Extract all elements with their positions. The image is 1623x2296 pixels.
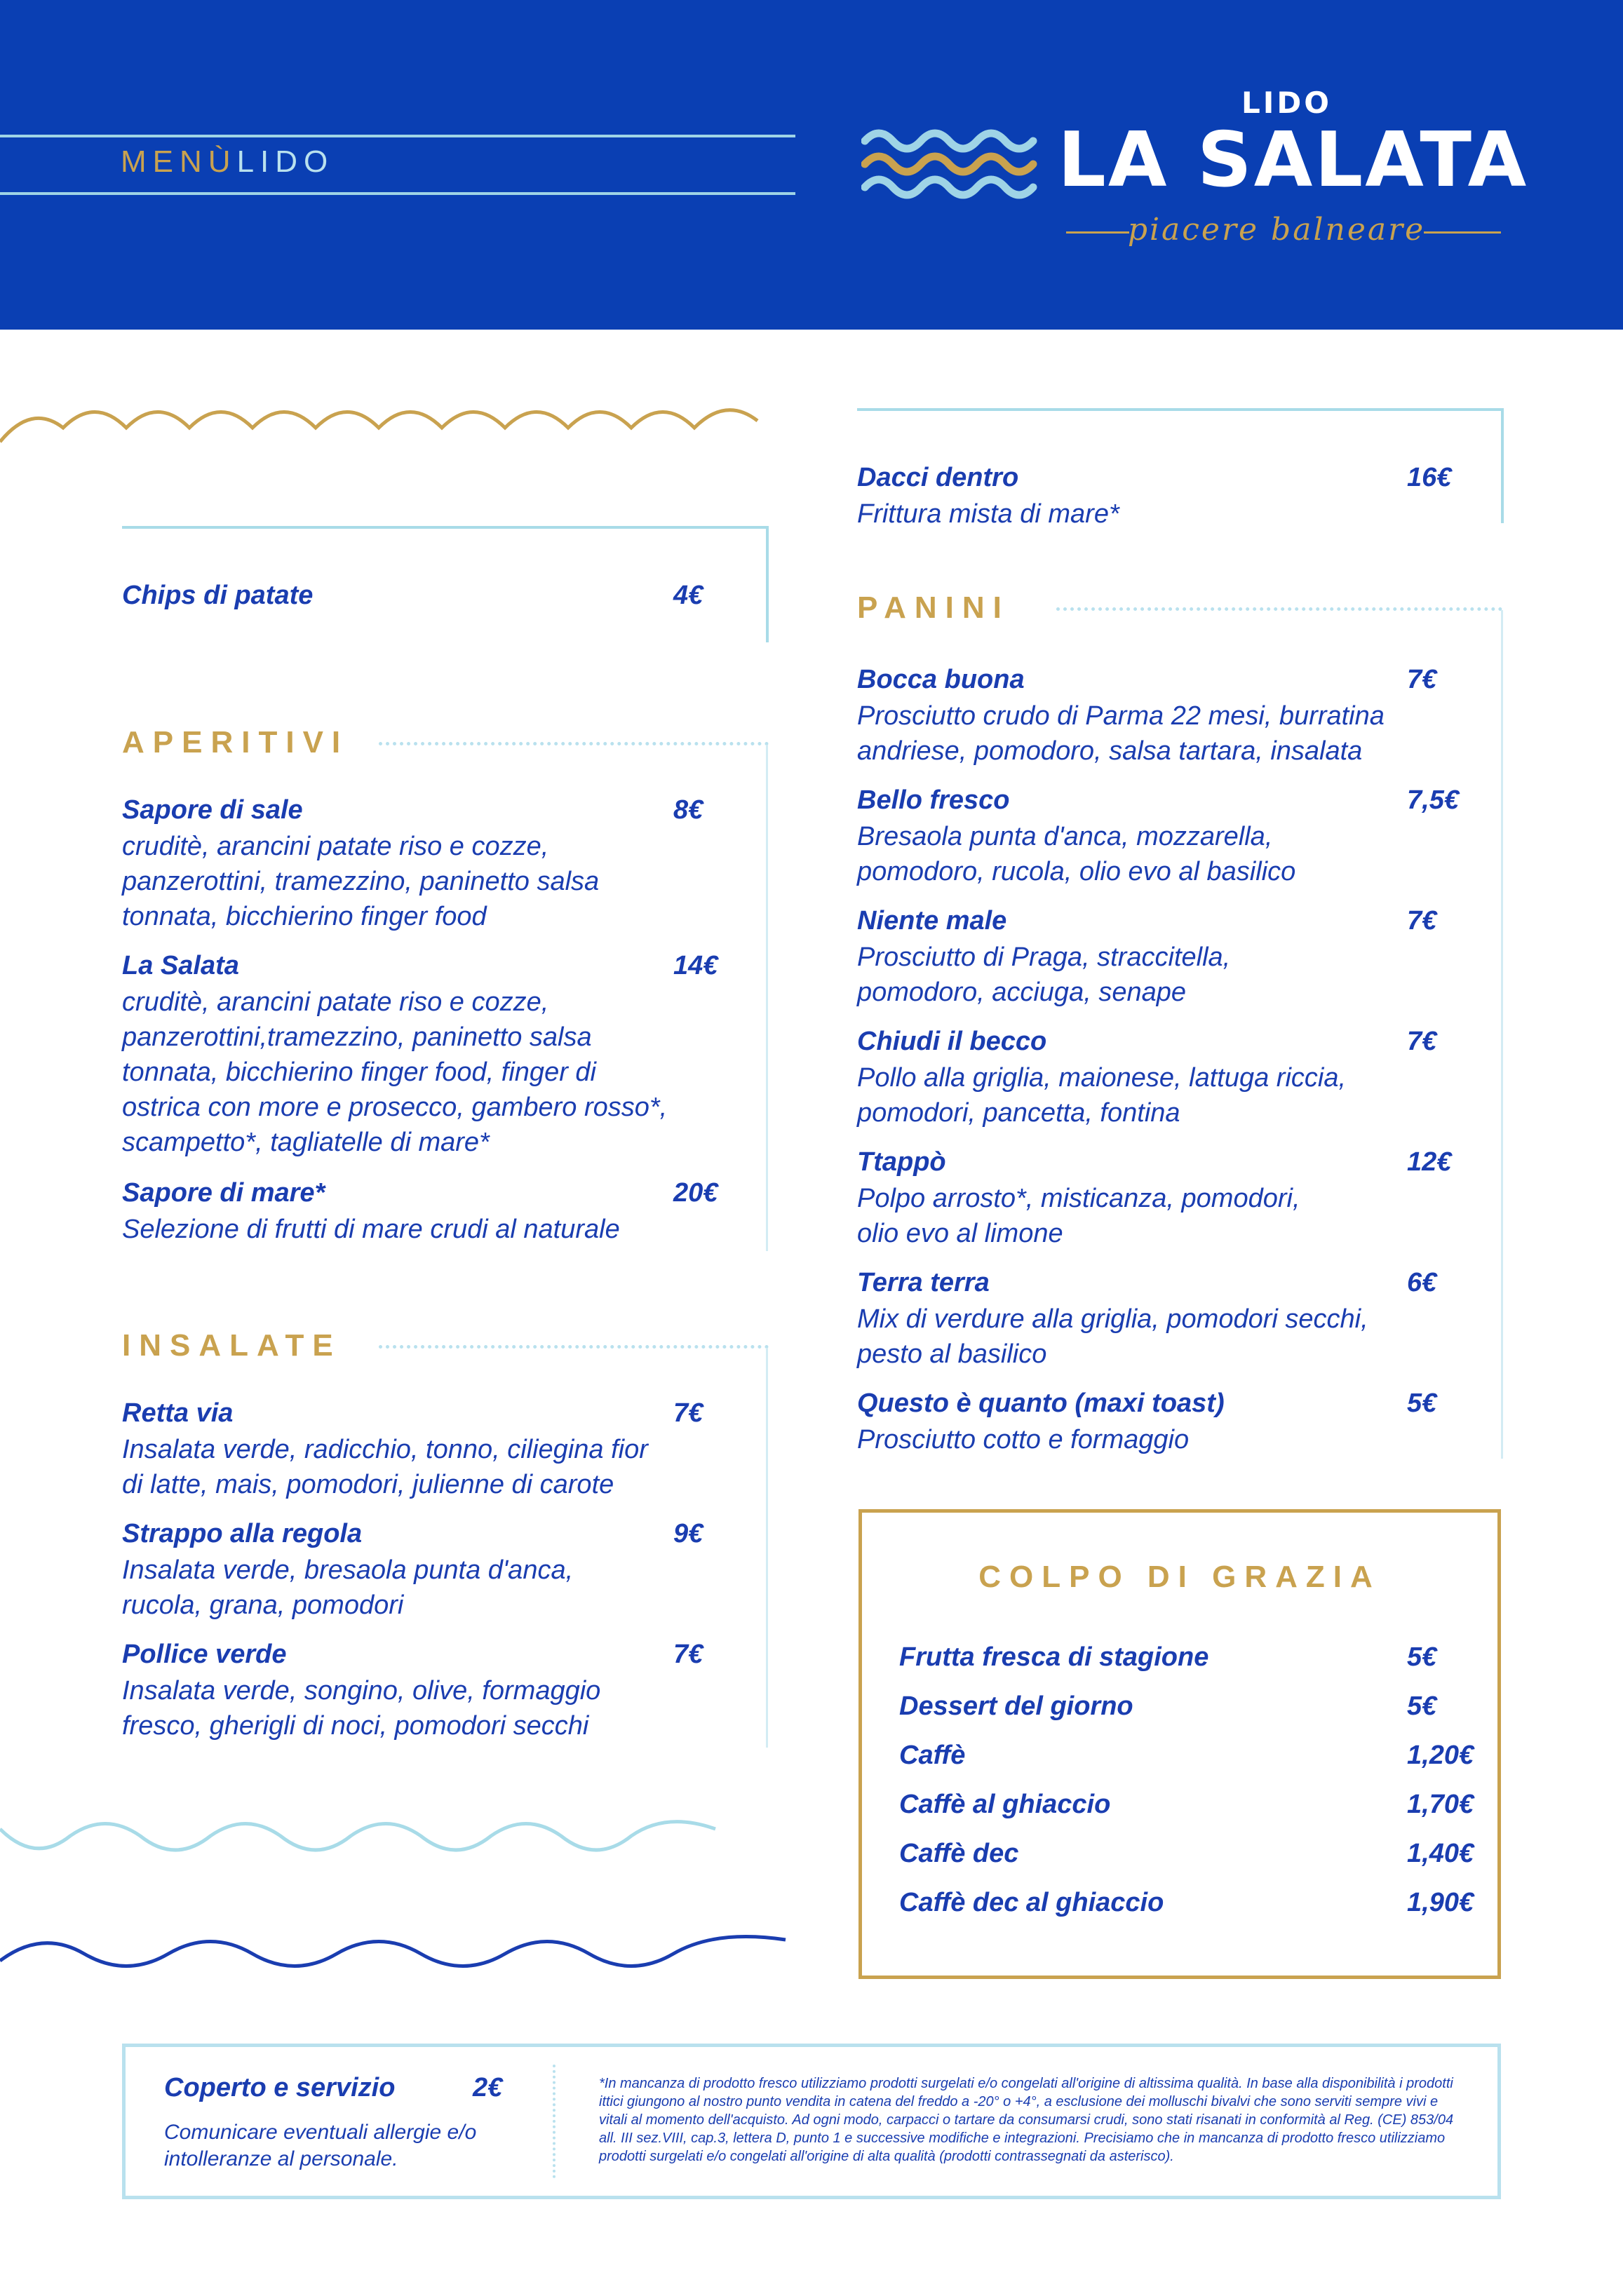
panino-name: Ttappò — [857, 1147, 946, 1177]
aperitivo-desc: cruditè, arancini patate riso e cozze, panzerottini, tramezzino, paninetto salsa tonnata, bicchierino finger food — [122, 832, 600, 931]
aperitivo-name: La Salata — [122, 951, 239, 980]
aperitivi-dots — [379, 742, 769, 745]
logo-lido-text: LIDO — [1241, 86, 1332, 120]
panino-desc: Prosciutto crudo di Parma 22 mesi, burratina andriese, pomodoro, salsa tartara, insalata — [857, 701, 1385, 766]
dessert-name: Caffè al ghiaccio — [899, 1790, 1111, 1819]
section-title-aperitivi: APERITIVI — [122, 725, 349, 759]
insalata-desc: Insalata verde, bresaola punta d'anca, rucola, grana, pomodori — [122, 1555, 574, 1620]
panino-price: 12€ — [1407, 1147, 1452, 1177]
dessert-price: 1,70€ — [1407, 1790, 1474, 1819]
insalata-price: 7€ — [673, 1640, 703, 1669]
panino-name: Bello fresco — [857, 785, 1010, 815]
dessert-price: 5€ — [1407, 1691, 1437, 1721]
aperitivo-price: 20€ — [673, 1178, 718, 1208]
panino-desc: Prosciutto cotto e formaggio — [857, 1425, 1190, 1454]
panino-desc: Polpo arrosto*, misticanza, pomodori, olio evo al limone — [857, 1184, 1300, 1248]
chips-box-right — [766, 526, 769, 642]
dessert-price: 1,40€ — [1407, 1839, 1474, 1868]
header-line-top — [0, 135, 795, 137]
dacci-desc: Frittura mista di mare* — [857, 499, 1119, 529]
insalata-name: Pollice verde — [122, 1640, 287, 1669]
coperto-name: Coperto e servizio — [164, 2073, 396, 2102]
aperitivo-name: Sapore di mare* — [122, 1178, 325, 1208]
aperitivo-desc: Selezione di frutti di mare crudi al naturale — [122, 1215, 620, 1244]
insalata-name: Strappo alla regola — [122, 1519, 363, 1548]
panini-dots — [1056, 607, 1502, 611]
insalata-price: 7€ — [673, 1398, 703, 1428]
dessert-name: Caffè — [899, 1741, 966, 1770]
dessert-name: Frutta fresca di stagione — [899, 1642, 1209, 1672]
dessert-price: 1,20€ — [1407, 1741, 1474, 1770]
insalate-dots — [379, 1345, 769, 1349]
dessert-name: Caffè dec — [899, 1839, 1019, 1868]
menu-title-part2: LIDO — [236, 144, 335, 179]
aperitivo-name: Sapore di sale — [122, 795, 303, 825]
panino-price: 7,5€ — [1407, 785, 1459, 815]
logo-name: LA SALATA — [1058, 116, 1529, 204]
chips-box-top — [122, 526, 769, 529]
panino-name: Chiudi il becco — [857, 1027, 1047, 1056]
logo-tagline: piacere balneare — [1127, 212, 1426, 248]
panino-name: Terra terra — [857, 1268, 990, 1297]
section-title-insalate: INSALATE — [122, 1328, 342, 1363]
dessert-name: Dessert del giorno — [899, 1691, 1133, 1721]
panino-name: Niente male — [857, 906, 1007, 936]
panino-price: 7€ — [1407, 906, 1437, 936]
header-line-bottom — [0, 192, 795, 195]
insalata-name: Retta via — [122, 1398, 234, 1428]
footer-divider — [553, 2065, 555, 2178]
panino-desc: Mix di verdure alla griglia, pomodori secchi, pesto al basilico — [857, 1304, 1368, 1369]
aperitivo-price: 14€ — [673, 951, 718, 980]
coperto-price: 2€ — [473, 2073, 503, 2102]
insalata-desc: Insalata verde, radicchio, tonno, ciliegina fior di latte, mais, pomodori, julienne di carote — [122, 1435, 648, 1499]
insalate-box-right — [766, 1348, 768, 1748]
dacci-box-top — [857, 408, 1504, 411]
dacci-box-right — [1501, 408, 1504, 523]
dessert-price: 5€ — [1407, 1642, 1437, 1672]
dacci-price: 16€ — [1407, 463, 1452, 492]
allergy-note: Comunicare eventuali allergie e/o intolleranze al personale. — [164, 2121, 477, 2170]
aperitivi-box-right — [766, 745, 768, 1251]
panini-box-right — [1501, 610, 1503, 1459]
light-blue-wave-bottom — [0, 1815, 722, 1864]
dacci-name: Dacci dentro — [857, 463, 1019, 492]
blue-wave-bottom — [0, 1933, 793, 1982]
panino-name: Bocca buona — [857, 665, 1025, 694]
panino-name: Questo è quanto (maxi toast) — [857, 1389, 1225, 1418]
gold-wave-top — [0, 400, 765, 449]
chips-name: Chips di patate — [122, 581, 314, 610]
menu-title — [121, 144, 334, 180]
section-title-colpo-di-grazia: COLPO DI GRAZIA — [978, 1560, 1381, 1594]
panino-price: 5€ — [1407, 1389, 1437, 1418]
panino-price: 6€ — [1407, 1268, 1437, 1297]
panino-price: 7€ — [1407, 1027, 1437, 1056]
fine-print: *In mancanza di prodotto fresco utilizziamo prodotti surgelati e/o congelati all'origine di altissima qualità. In base alla disponibilità i prodotti ittici giungono al nostro punto vendita in catena del freddo a -20° o +4°, a esclusione dei molluschi bivalvi che sono serviti sempre vivi e vitali al momento dell'acquisto. Ad ogni modo, carpacci o tartare da consumarsi crudi, sono stati risanati in conformità al Reg. (CE) 853/04 all. III sez.VIII, cap.3, lettera D, punto 1 e successive modifiche e integrazioni. Precisiamo che in mancanza di prodotto fresco utilizziamo prodotti surgelati e/o congelati all'origine di alta qualità (prodotti contrassegnati da asterisco). — [599, 2076, 1454, 2164]
dessert-price: 1,90€ — [1407, 1888, 1474, 1917]
header-banner — [0, 0, 1623, 330]
panino-desc: Pollo alla griglia, maionese, lattuga riccia, pomodori, pancetta, fontina — [857, 1063, 1347, 1128]
insalata-price: 9€ — [673, 1519, 703, 1548]
dessert-name: Caffè dec al ghiaccio — [899, 1888, 1164, 1917]
section-title-panini: PANINI — [857, 590, 1010, 625]
insalata-desc: Insalata verde, songino, olive, formaggio fresco, gherigli di noci, pomodori secchi — [122, 1676, 601, 1741]
panino-desc: Bresaola punta d'anca, mozzarella, pomodoro, rucola, olio evo al basilico — [857, 822, 1296, 886]
panino-price: 7€ — [1407, 665, 1437, 694]
aperitivo-desc: cruditè, arancini patate riso e cozze, panzerottini,tramezzino, paninetto salsa tonnata, bicchierino finger food, finger di ostrica con more e prosecco, gambero rosso*, scampetto*, tagliatelle di mare* — [122, 987, 668, 1157]
menu-title-part1: MENÙ — [121, 144, 237, 179]
aperitivo-price: 8€ — [673, 795, 703, 825]
logo-waves-icon — [861, 123, 1044, 208]
chips-price: 4€ — [673, 581, 703, 610]
panino-desc: Prosciutto di Praga, straccitella, pomodoro, acciuga, senape — [857, 943, 1231, 1007]
